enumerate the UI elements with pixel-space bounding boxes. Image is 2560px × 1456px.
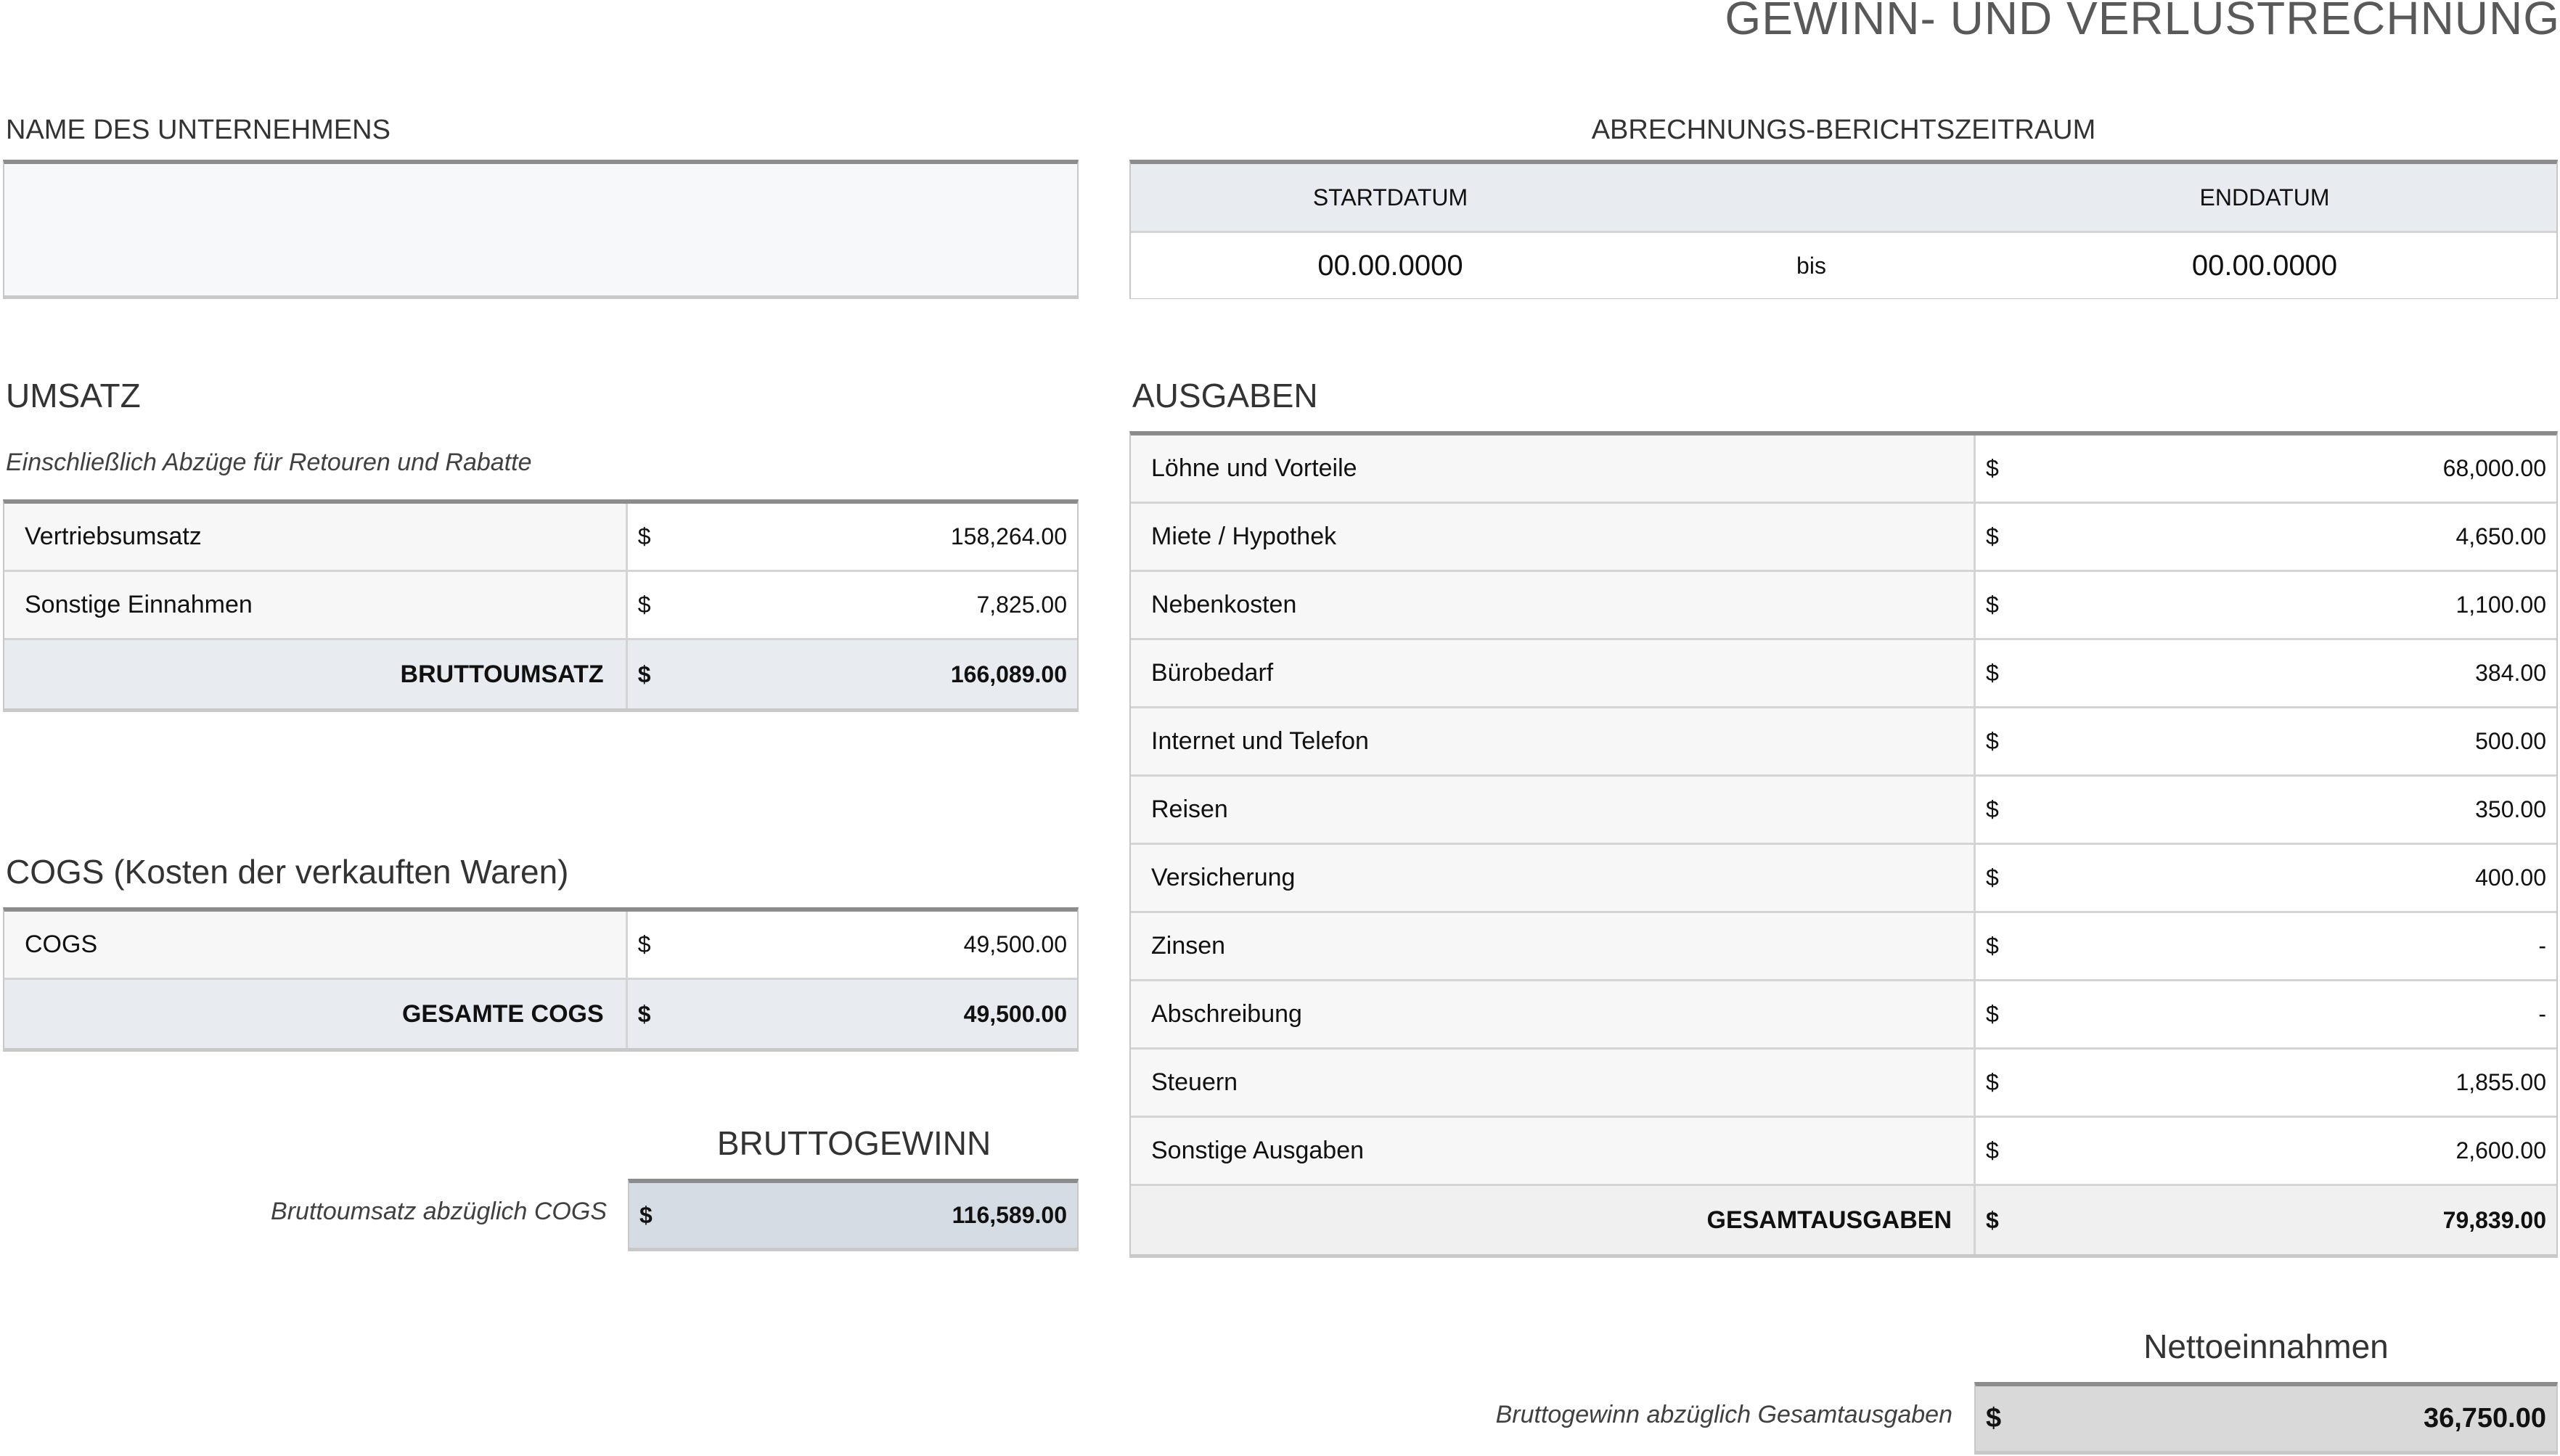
currency-symbol: $	[1986, 1206, 1999, 1233]
revenue-row-value[interactable]	[628, 504, 1077, 570]
expenses-total-row	[1131, 1186, 2556, 1254]
expense-amount: 350.00	[2475, 796, 2546, 822]
gross-profit-value	[628, 1179, 1079, 1251]
currency-symbol: $	[1986, 523, 1999, 549]
table-row	[1131, 845, 2556, 913]
net-income-heading: Nettoeinnahmen	[2143, 1328, 2389, 1365]
currency-symbol: $	[1986, 728, 1999, 754]
currency-symbol: $	[637, 660, 651, 687]
expense-amount: 1,855.00	[2455, 1069, 2546, 1095]
expense-row-label: Bürobedarf	[1131, 640, 1976, 706]
expense-amount: 1,100.00	[2455, 592, 2546, 618]
currency-symbol: $	[1986, 796, 1999, 822]
expense-row-value[interactable]	[1976, 981, 2556, 1047]
expense-amount: 400.00	[2475, 864, 2546, 891]
expense-row-value[interactable]	[1976, 708, 2556, 774]
expense-row-value[interactable]	[1976, 504, 2556, 570]
expense-row-label: Abschreibung	[1131, 981, 1976, 1047]
expense-row-value[interactable]	[1976, 777, 2556, 843]
table-row	[1131, 708, 2556, 777]
expense-row-label: Nebenkosten	[1131, 572, 1976, 638]
revenue-total-row	[4, 640, 1077, 708]
currency-symbol: $	[637, 931, 651, 957]
period-table	[1129, 160, 2558, 299]
revenue-table	[3, 499, 1079, 712]
expense-row-value[interactable]	[1976, 1118, 2556, 1184]
net-income-amount: 36,750.00	[2423, 1403, 2546, 1433]
expense-row-value[interactable]	[1976, 640, 2556, 706]
table-row	[1131, 777, 2556, 845]
expense-amount: 500.00	[2475, 728, 2546, 754]
cogs-row-label: COGS	[4, 912, 628, 978]
revenue-heading: UMSATZ	[6, 377, 141, 414]
cogs-total-label: GESAMTE COGS	[4, 980, 628, 1048]
expense-row-label: Löhne und Vorteile	[1131, 435, 1976, 502]
cogs-total-amount: 49,500.00	[963, 1000, 1067, 1027]
period-label: ABRECHNUNGS-BERICHTSZEITRAUM	[1591, 115, 2096, 145]
currency-symbol: $	[1986, 864, 1999, 891]
expense-amount: 384.00	[2475, 660, 2546, 686]
revenue-row-label: Sonstige Einnahmen	[4, 572, 628, 638]
net-income-value	[1974, 1382, 2558, 1455]
expense-amount: 4,650.00	[2455, 523, 2546, 549]
revenue-row-value[interactable]	[628, 572, 1077, 638]
expense-row-label: Internet und Telefon	[1131, 708, 1976, 774]
table-row	[4, 504, 1077, 572]
expense-row-label: Versicherung	[1131, 845, 1976, 911]
currency-symbol: $	[1986, 455, 1999, 481]
currency-symbol: $	[1986, 592, 1999, 618]
currency-symbol: $	[1986, 1403, 2002, 1433]
currency-symbol: $	[637, 1000, 651, 1027]
end-date-input[interactable]: 00.00.0000	[2191, 249, 2338, 282]
revenue-row-label: Vertriebsumsatz	[4, 504, 628, 570]
company-name-label: NAME DES UNTERNEHMENS	[6, 115, 390, 145]
cogs-total-row	[4, 980, 1077, 1048]
cogs-amount: 49,500.00	[963, 931, 1067, 957]
gross-profit-note: Bruttoumsatz abzüglich COGS	[271, 1198, 607, 1225]
table-row	[1131, 435, 2556, 504]
table-row	[1131, 572, 2556, 640]
currency-symbol: $	[1986, 1069, 1999, 1095]
period-between-text: bis	[1796, 252, 1826, 279]
expenses-total-value	[1976, 1186, 2556, 1254]
revenue-total-amount: 166,089.00	[950, 660, 1067, 687]
period-header-row	[1131, 164, 2556, 233]
currency-symbol: $	[1986, 660, 1999, 686]
cogs-row-value[interactable]	[628, 912, 1077, 978]
expenses-total-label: GESAMTAUSGABEN	[1131, 1186, 1976, 1254]
table-row	[1131, 981, 2556, 1050]
currency-symbol: $	[637, 523, 651, 549]
revenue-total-label: BRUTTOUMSATZ	[4, 640, 628, 708]
table-row	[4, 912, 1077, 980]
start-date-input[interactable]: 00.00.0000	[1317, 249, 1463, 282]
expense-row-label: Zinsen	[1131, 913, 1976, 979]
currency-symbol: $	[1986, 933, 1999, 959]
currency-symbol: $	[639, 1202, 653, 1228]
expense-row-value[interactable]	[1976, 845, 2556, 911]
expense-row-value[interactable]	[1976, 435, 2556, 502]
expenses-heading: AUSGABEN	[1132, 377, 1318, 414]
revenue-amount: 158,264.00	[950, 523, 1067, 549]
period-value-row	[1131, 233, 2556, 298]
expenses-total-amount: 79,839.00	[2442, 1206, 2546, 1233]
cogs-total-value	[628, 980, 1077, 1048]
currency-symbol: $	[637, 592, 651, 618]
end-date-label: ENDDATUM	[2199, 184, 2330, 210]
expense-row-value[interactable]	[1976, 1050, 2556, 1116]
expense-amount: -	[2538, 1001, 2546, 1027]
currency-symbol: $	[1986, 1001, 1999, 1027]
revenue-amount: 7,825.00	[976, 592, 1067, 618]
table-row	[1131, 504, 2556, 572]
expenses-table	[1129, 431, 2558, 1258]
expense-row-label: Steuern	[1131, 1050, 1976, 1116]
revenue-total-value	[628, 640, 1077, 708]
table-row	[4, 572, 1077, 640]
expense-row-label: Sonstige Ausgaben	[1131, 1118, 1976, 1184]
expense-row-value[interactable]	[1976, 572, 2556, 638]
gross-profit-heading: BRUTTOGEWINN	[716, 1124, 991, 1162]
expense-row-label: Reisen	[1131, 777, 1976, 843]
table-row	[1131, 640, 2556, 708]
gross-profit-amount: 116,589.00	[952, 1202, 1067, 1228]
table-row	[1131, 1118, 2556, 1186]
currency-symbol: $	[1986, 1137, 1999, 1163]
table-row	[1131, 913, 2556, 981]
net-income-note: Bruttogewinn abzüglich Gesamtausgaben	[1495, 1401, 1952, 1428]
expense-amount: 2,600.00	[2455, 1137, 2546, 1163]
start-date-label: STARTDATUM	[1312, 184, 1468, 210]
company-name-field[interactable]	[3, 160, 1079, 299]
expense-amount: 68,000.00	[2442, 455, 2546, 481]
expense-row-value[interactable]	[1976, 913, 2556, 979]
page-title: GEWINN- UND VERLUSTRECHNUNG	[1725, 0, 2560, 44]
expense-row-label: Miete / Hypothek	[1131, 504, 1976, 570]
table-row	[1131, 1050, 2556, 1118]
expense-amount: -	[2538, 933, 2546, 959]
revenue-note: Einschließlich Abzüge für Retouren und Rabatte	[6, 449, 532, 476]
cogs-table	[3, 907, 1079, 1052]
cogs-heading: COGS (Kosten der verkauften Waren)	[6, 853, 569, 891]
